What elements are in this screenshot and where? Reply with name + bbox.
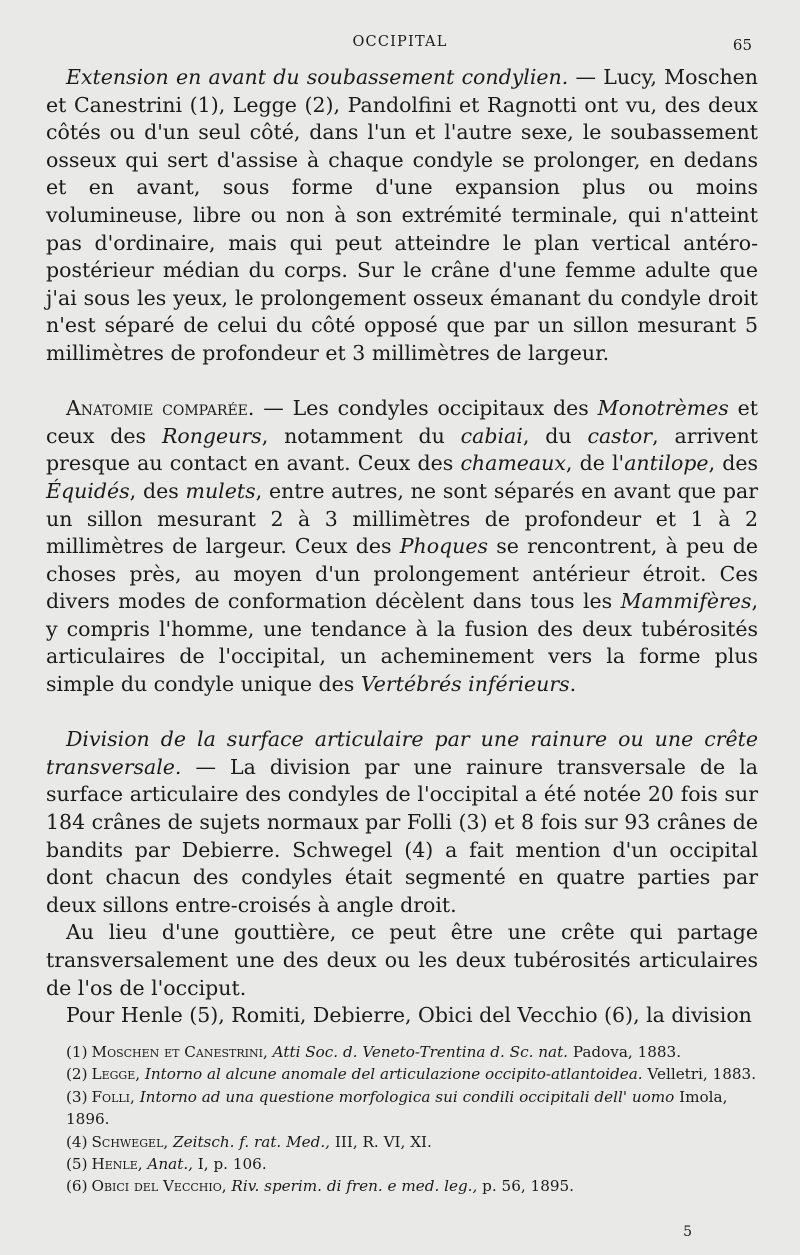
section-title-division: Division de la surface articulaire par une rainure ou une crête transversale. bbox=[46, 727, 758, 779]
text-run: , entre autres, ne sont séparés en avant que par un sillon mesurant 2 à 3 millimètres de profondeur et 1 à 2 millimètres de largeur. Ceux des bbox=[46, 478, 758, 559]
text-run: , y compris l'homme, une tendance à la fusion des deux tubérosités articulaires de l'occipital, un acheminement vers la forme plus simple du condyle unique des bbox=[46, 589, 758, 697]
footnote-author: Folli, bbox=[91, 1087, 135, 1106]
footnote-author: Obici del Vecchio, bbox=[91, 1177, 227, 1196]
text-run: , des bbox=[708, 451, 759, 476]
running-title: OCCIPITAL bbox=[352, 34, 448, 50]
italic-term: cabiai bbox=[460, 423, 523, 448]
italic-term: Vertébrés inférieurs bbox=[360, 672, 570, 697]
footnote-title: Riv. sperim. di fren. e med. leg., bbox=[231, 1177, 478, 1196]
paragraph-text: Pour Henle (5), Romiti, Debierre, Obici del Vecchio (6), la division bbox=[66, 1003, 752, 1028]
paragraph-henle bbox=[46, 1002, 758, 1030]
footnote-title: Anat., bbox=[147, 1155, 193, 1174]
italic-term: chameaux bbox=[460, 451, 566, 476]
paragraph-anatomie bbox=[46, 395, 758, 699]
body-text bbox=[46, 64, 758, 1030]
footnote-number: (6) bbox=[66, 1177, 88, 1196]
footnote-title: Intorno al alcune anomale del articulazione occipito-atlantoidea. bbox=[144, 1065, 643, 1084]
text-run: , de l' bbox=[565, 451, 625, 476]
text-run: , arrivent presque au contact en avant. Ceux des bbox=[46, 423, 759, 476]
footnote-title: Zeitsch. f. rat. Med., bbox=[173, 1132, 331, 1151]
paragraph-gouttiere bbox=[46, 919, 758, 1002]
footnotes bbox=[46, 1041, 758, 1198]
text-run: , du bbox=[522, 423, 588, 448]
italic-term: castor bbox=[587, 423, 653, 448]
footnote-rest: Padova, 1883. bbox=[568, 1043, 682, 1061]
section-title-anatomie: Anatomie comparée. bbox=[66, 396, 255, 421]
footnote-3 bbox=[46, 1086, 758, 1131]
footnote-number: (3) bbox=[66, 1087, 88, 1106]
text-run: . bbox=[569, 672, 577, 697]
footnote-number: (4) bbox=[66, 1132, 88, 1151]
footnote-title: Atti Soc. d. Veneto-Trentina d. Sc. nat. bbox=[272, 1043, 568, 1061]
paragraph-text: Au lieu d'une gouttière, ce peut être une crête qui partage transversalement une des deux ou les deux tubérosités articulaires de l'os de l'occiput. bbox=[46, 920, 758, 1000]
footnote-author: Legge, bbox=[91, 1065, 141, 1084]
paragraph-text: — La division par une rainure transversale de la surface articulaire des condyles de l'occipital a été notée 20 fois sur 184 crânes de sujets normaux par Folli (3) et 8 fois sur 93 crânes de bandits par Debierre. Schwegel (4) a fait mention d'un occipital dont chacun des condyles était segmenté en quatre parties par deux sillons entre-croisés à angle droit. bbox=[46, 754, 758, 917]
footnote-number: (1) bbox=[66, 1043, 88, 1061]
footnote-title: Intorno ad una questione morfologica sui condili occipitali dell' uomo bbox=[139, 1087, 675, 1106]
text-run: et ceux des bbox=[46, 396, 758, 448]
paragraph-division bbox=[46, 726, 758, 919]
footnote-author: Moschen et Canestrini, bbox=[91, 1043, 268, 1061]
text-run: , notamment du bbox=[261, 423, 461, 448]
footnote-number: (2) bbox=[66, 1065, 88, 1084]
italic-term: Mammifères bbox=[620, 589, 752, 614]
signature-mark: 5 bbox=[683, 1224, 692, 1240]
footnote-5 bbox=[46, 1153, 758, 1175]
footnote-rest: Imola, 1896. bbox=[66, 1087, 728, 1129]
italic-term: mulets bbox=[185, 478, 256, 503]
text-run: — Les condyles occipitaux des bbox=[254, 396, 598, 421]
footnote-6 bbox=[46, 1175, 758, 1197]
paragraph-extension bbox=[46, 64, 758, 368]
footnote-1 bbox=[46, 1041, 758, 1063]
footnote-number: (5) bbox=[66, 1155, 88, 1174]
footnote-rest: Velletri, 1883. bbox=[642, 1065, 757, 1084]
page-number: 65 bbox=[732, 36, 752, 54]
text-run: se rencontrent, à peu de choses près, au moyen d'un prolongement antérieur étroit. Ces divers modes de conformation décèlent dans tous les bbox=[46, 534, 758, 614]
paragraph-text: — Lucy, Moschen et Canestrini (1), Legge (2), Pandolfini et Ragnotti ont vu, des deux côtés ou d'un seul côté, dans l'un et l'autre sexe, le soubassement osseux qui sert d'assise à chaque condyle se prolonger, en dedans et en avant, sous forme d'une expansion plus ou moins volumineuse, libre ou non à son extrémité terminale, qui n'atteint pas d'ordinaire, mais qui peut atteindre le plan vertical antéro-postérieur médian du corps. Sur le crâne d'une femme adulte que j'ai sous les yeux, le prolongement osseux émanant du condyle droit n'est séparé de celui du côté opposé que par un sillon mesurant 5 millimètres de profondeur et 3 millimètres de largeur. bbox=[46, 65, 759, 365]
footnote-rest: III, R. VI, XI. bbox=[330, 1132, 432, 1151]
italic-term: Équidés bbox=[46, 478, 130, 503]
footnote-author: Schwegel, bbox=[91, 1132, 169, 1151]
italic-term: Rongeurs bbox=[161, 423, 262, 448]
italic-term: Phoques bbox=[399, 534, 489, 559]
running-head bbox=[0, 30, 800, 54]
footnote-rest: p. 56, 1895. bbox=[477, 1177, 575, 1196]
italic-term: Monotrèmes bbox=[597, 396, 729, 421]
text-run: , des bbox=[129, 478, 186, 503]
footnote-rest: I, p. 106. bbox=[192, 1155, 267, 1174]
footnote-2 bbox=[46, 1063, 758, 1085]
footnote-author: Henle, bbox=[91, 1155, 143, 1174]
footnote-4 bbox=[46, 1131, 758, 1153]
section-title-extension: Extension en avant du soubassement condylien. bbox=[66, 65, 569, 89]
italic-term: antilope bbox=[624, 451, 709, 476]
